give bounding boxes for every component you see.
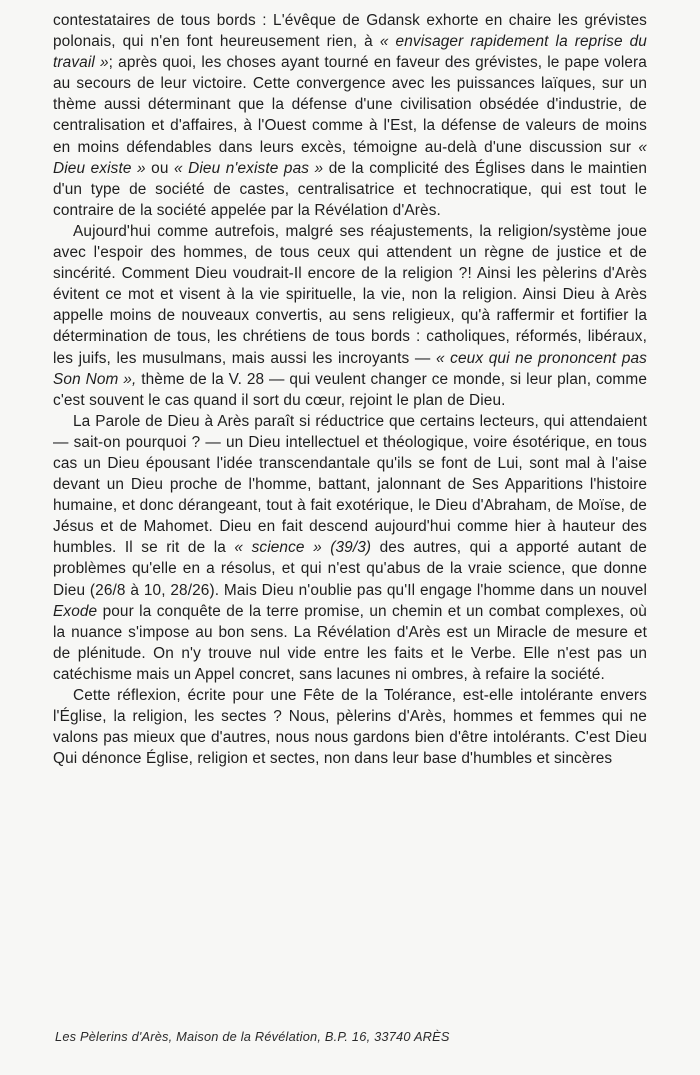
text-run: pour la conquête de la terre promise, un chemin et un combat complexes, où la nuance s'impose au bon sens. La Révélation d'Arès est un Miracle de mesure et de plénitude. On n'y trouve nul vide entre les faits et le Verbe. Elle n'est pas un catéchisme mais un Appel concret, sans lacunes ni ombres, à refaire la société.	[53, 602, 647, 683]
text-run: Cette réflexion, écrite pour une Fête de la Tolérance, est-elle intolérante envers l'Église, la religion, les sectes ? Nous, pèlerins d'Arès, hommes et femmes qui ne valons pas mieux que d'autres, nous nous gardons bien d'être intolérants. C'est Dieu Qui dénonce Église, religion et sectes, non dans leur base d'humbles et sincères	[53, 687, 647, 768]
text-run: contestataires de tous bords : L'évêque de Gdansk exhorte en chaire les grévistes polonais, qui n'en font heureusement rien, à	[53, 12, 647, 51]
paragraph	[53, 685, 647, 769]
italic-quote: « ceux qui ne prononcent pas Son Nom »,	[53, 349, 647, 388]
paragraph	[53, 411, 647, 685]
text-run: des autres, qui a apporté autant de problèmes qu'elle en a résolus, et qui n'est qu'abus de la vraie science, que donne Dieu (26/8 à 10, 28/26). Mais Dieu n'oublie pas qu'Il engage l'homme dans un nouvel	[53, 539, 647, 599]
text-run: ou	[145, 159, 174, 177]
italic-quote: « envisager rapidement la reprise du travail »	[53, 33, 647, 72]
italic-quote: « science » (39/3)	[234, 539, 372, 557]
text-run: de la complicité des Églises dans le maintien d'un type de société de castes, centralisatrice et technocratique, qui est tout le contraire de la société appelée par la Révélation d'Arès.	[53, 159, 648, 219]
paragraph	[53, 221, 647, 411]
text-run: Aujourd'hui comme autrefois, malgré ses réajustements, la religion/système joue avec l'espoir des hommes, de tous ceux qui attendent un règne de justice et de sincérité. Comment Dieu voudrait-Il encore de la religion ?! Ainsi les pèlerins d'Arès évitent ce mot et visent à la vie spirituelle, la vie, non la religion. Ainsi Dieu à Arès appelle moins de nouveaux convertis, au sens religieux, qu'à raffermir et fortifier la détermination de tous, les chrétiens de tous bords : catholiques, réformés, libéraux, les juifs, les musulmans, mais aussi les incroyants —	[53, 222, 647, 367]
text-run: thème de la V. 28 — qui veulent changer ce monde, si leur plan, comme c'est souvent le cas quand il sort du cœur, rejoint le plan de Dieu.	[53, 370, 647, 409]
paragraph	[53, 10, 647, 221]
italic-quote: Exode	[53, 602, 98, 620]
article-body	[53, 10, 647, 769]
text-run: ; après quoi, les choses ayant tourné en faveur des grévistes, le pape volera au secours de leur victoire. Cette convergence avec les puissances laïques, sur un thème aussi déterminant que la défense d'une civilisation obsédée d'industrie, de centralisation et d'affaires, à l'Ouest comme à l'Est, la défense de valeurs de moins en moins défendables dans leurs excès, témoigne au-delà d'une discussion sur	[53, 54, 647, 156]
text-run: La Parole de Dieu à Arès paraît si réductrice que certains lecteurs, qui attendaient — sait-on pourquoi ? — un Dieu intellectuel et théologique, voire ésotérique, en tous cas un Dieu épousant l'idée transcendantale qu'ils se font de Lui, sont mal à l'aise devant un Dieu proche de l'homme, battant, jalonnant de Ses Apparitions l'histoire humaine, et donc dérangeant, tout à fait exotérique, le Dieu d'Abraham, de Moïse, de Jésus et de Mahomet. Dieu en fait descend aujourd'hui comme hier à hauteur des humbles. Il se rit de la	[53, 412, 647, 557]
footer-address: Les Pèlerins d'Arès, Maison de la Révélation, B.P. 16, 33740 ARÈS	[55, 1029, 450, 1044]
italic-quote: « Dieu existe »	[53, 138, 647, 177]
italic-quote: « Dieu n'existe pas »	[174, 159, 324, 177]
